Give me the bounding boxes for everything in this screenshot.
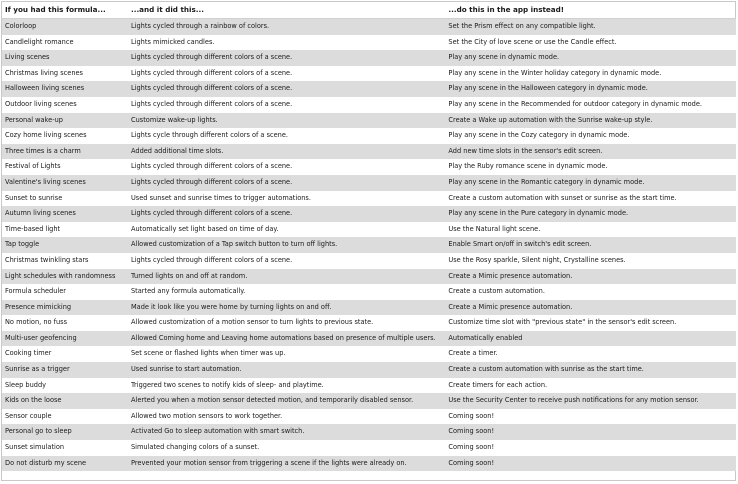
formula-name-cell: Living scenes	[2, 50, 128, 66]
formula-behavior-cell: Lights cycled through different colors of a scene.	[128, 81, 445, 97]
formula-behavior-cell: Used sunrise to start automation.	[128, 362, 445, 378]
table-row	[2, 456, 736, 472]
table-row	[2, 222, 736, 238]
formula-name-cell: Personal wake-up	[2, 113, 128, 129]
formula-name-cell: Personal go to sleep	[2, 424, 128, 440]
formula-behavior-cell: Started any formula automatically.	[128, 284, 445, 300]
table-header-row	[2, 2, 736, 19]
formula-behavior-cell: Activated Go to sleep automation with smart switch.	[128, 424, 445, 440]
table-row	[2, 159, 736, 175]
formula-name-cell: Festival of Lights	[2, 159, 128, 175]
table-row	[2, 144, 736, 160]
formula-behavior-cell: Triggered two scenes to notify kids of sleep- and playtime.	[128, 378, 445, 394]
formula-behavior-cell: Turned lights on and off at random.	[128, 269, 445, 285]
table-row	[2, 81, 736, 97]
table-row	[2, 409, 736, 425]
formula-name-cell: Tap toggle	[2, 237, 128, 253]
formula-behavior-cell: Allowed customization of a motion sensor to turn lights to previous state.	[128, 315, 445, 331]
formula-behavior-cell: Lights cycled through different colors of a scene.	[128, 97, 445, 113]
app-instead-cell: Play any scene in the Winter holiday category in dynamic mode.	[445, 66, 736, 82]
app-instead-cell: Play any scene in the Recommended for outdoor category in dynamic mode.	[445, 97, 736, 113]
formula-name-cell: Light schedules with randomness	[2, 269, 128, 285]
formula-behavior-cell: Lights cycled through different colors of a scene.	[128, 175, 445, 191]
formula-behavior-cell: Used sunset and sunrise times to trigger automations.	[128, 191, 445, 207]
header-behavior: ...and it did this...	[128, 2, 445, 19]
formula-behavior-cell: Lights cycled through different colors of a scene.	[128, 66, 445, 82]
header-formula: If you had this formula...	[2, 2, 128, 19]
app-instead-cell: Set the City of love scene or use the Candle effect.	[445, 35, 736, 51]
app-instead-cell: Play any scene in the Pure category in dynamic mode.	[445, 206, 736, 222]
formula-behavior-cell: Allowed Coming home and Leaving home automations based on presence of multiple users.	[128, 331, 445, 347]
formula-name-cell: Three times is a charm	[2, 144, 128, 160]
formula-behavior-cell: Automatically set light based on time of day.	[128, 222, 445, 238]
formula-behavior-cell: Alerted you when a motion sensor detected motion, and temporarily disabled sensor.	[128, 393, 445, 409]
app-instead-cell: Coming soon!	[445, 456, 736, 472]
app-instead-cell: Play any scene in the Cozy category in dynamic mode.	[445, 128, 736, 144]
table-row	[2, 362, 736, 378]
table-row	[2, 253, 736, 269]
table-body	[2, 19, 736, 472]
app-instead-cell: Create a Mimic presence automation.	[445, 269, 736, 285]
app-instead-cell: Create a timer.	[445, 346, 736, 362]
app-instead-cell: Create a custom automation.	[445, 284, 736, 300]
formula-name-cell: Presence mimicking	[2, 300, 128, 316]
formula-name-cell: Time-based light	[2, 222, 128, 238]
app-instead-cell: Create a custom automation with sunset or sunrise as the start time.	[445, 191, 736, 207]
formula-name-cell: Do not disturb my scene	[2, 456, 128, 472]
app-instead-cell: Play any scene in the Romantic category in dynamic mode.	[445, 175, 736, 191]
app-instead-cell: Customize time slot with "previous state" in the sensor's edit screen.	[445, 315, 736, 331]
app-instead-cell: Coming soon!	[445, 424, 736, 440]
table-row	[2, 269, 736, 285]
formula-name-cell: Sunrise as a trigger	[2, 362, 128, 378]
app-instead-cell: Create a Mimic presence automation.	[445, 300, 736, 316]
formula-name-cell: Cooking timer	[2, 346, 128, 362]
formula-behavior-cell: Allowed two motion sensors to work together.	[128, 409, 445, 425]
app-instead-cell: Use the Natural light scene.	[445, 222, 736, 238]
formula-behavior-cell: Lights cycled through different colors of a scene.	[128, 253, 445, 269]
app-instead-cell: Play the Ruby romance scene in dynamic mode.	[445, 159, 736, 175]
app-instead-cell: Use the Rosy sparkle, Silent night, Crystalline scenes.	[445, 253, 736, 269]
formula-behavior-cell: Added additional time slots.	[128, 144, 445, 160]
app-instead-cell: Automatically enabled	[445, 331, 736, 347]
app-instead-cell: Set the Prism effect on any compatible light.	[445, 19, 736, 35]
formula-behavior-cell: Prevented your motion sensor from triggering a scene if the lights were already on.	[128, 456, 445, 472]
table-row	[2, 331, 736, 347]
app-instead-cell: Create a custom automation with sunrise as the start time.	[445, 362, 736, 378]
formula-name-cell: Sensor couple	[2, 409, 128, 425]
formula-name-cell: Autumn living scenes	[2, 206, 128, 222]
formula-behavior-cell: Lights cycled through a rainbow of colors.	[128, 19, 445, 35]
table-row	[2, 237, 736, 253]
table-row	[2, 66, 736, 82]
table-row	[2, 206, 736, 222]
table-row	[2, 191, 736, 207]
table-row	[2, 378, 736, 394]
app-instead-cell: Play any scene in dynamic mode.	[445, 50, 736, 66]
formula-behavior-cell: Set scene or flashed lights when timer was up.	[128, 346, 445, 362]
table-row	[2, 128, 736, 144]
app-instead-cell: Coming soon!	[445, 440, 736, 456]
formula-behavior-cell: Customize wake-up lights.	[128, 113, 445, 129]
formula-name-cell: Candlelight romance	[2, 35, 128, 51]
app-instead-cell: Use the Security Center to receive push notifications for any motion sensor.	[445, 393, 736, 409]
formula-behavior-cell: Lights cycled through different colors of a scene.	[128, 206, 445, 222]
table-row	[2, 284, 736, 300]
formula-behavior-cell: Lights cycle through different colors of a scene.	[128, 128, 445, 144]
table-row	[2, 50, 736, 66]
formula-name-cell: Outdoor living scenes	[2, 97, 128, 113]
formula-name-cell: Halloween living scenes	[2, 81, 128, 97]
app-instead-cell: Enable Smart on/off in switch's edit screen.	[445, 237, 736, 253]
app-instead-cell: Coming soon!	[445, 409, 736, 425]
app-instead-cell: Play any scene in the Halloween category in dynamic mode.	[445, 81, 736, 97]
formula-behavior-cell: Simulated changing colors of a sunset.	[128, 440, 445, 456]
app-instead-cell: Create timers for each action.	[445, 378, 736, 394]
formula-behavior-cell: Lights mimicked candles.	[128, 35, 445, 51]
formula-name-cell: Christmas living scenes	[2, 66, 128, 82]
formula-name-cell: Colorloop	[2, 19, 128, 35]
table-row	[2, 393, 736, 409]
table-row	[2, 424, 736, 440]
table-row	[2, 175, 736, 191]
app-instead-cell: Create a Wake up automation with the Sunrise wake-up style.	[445, 113, 736, 129]
formula-name-cell: Formula scheduler	[2, 284, 128, 300]
table-row	[2, 440, 736, 456]
table-row	[2, 35, 736, 51]
formula-name-cell: Cozy home living scenes	[2, 128, 128, 144]
formula-name-cell: Sunset to sunrise	[2, 191, 128, 207]
table-row	[2, 19, 736, 35]
formula-name-cell: Christmas twinkling stars	[2, 253, 128, 269]
formula-behavior-cell: Allowed customization of a Tap switch button to turn off lights.	[128, 237, 445, 253]
formula-behavior-cell: Lights cycled through different colors of a scene.	[128, 50, 445, 66]
formula-name-cell: Multi-user geofencing	[2, 331, 128, 347]
formula-name-cell: Sleep buddy	[2, 378, 128, 394]
formula-name-cell: Sunset simulation	[2, 440, 128, 456]
formula-behavior-cell: Made it look like you were home by turning lights on and off.	[128, 300, 445, 316]
table-row	[2, 315, 736, 331]
formula-name-cell: Valentine's living scenes	[2, 175, 128, 191]
formula-migration-table	[2, 2, 736, 471]
formula-name-cell: Kids on the loose	[2, 393, 128, 409]
table-row	[2, 113, 736, 129]
table-row	[2, 97, 736, 113]
header-instead: ...do this in the app instead!	[445, 2, 736, 19]
table-row	[2, 346, 736, 362]
formula-behavior-cell: Lights cycled through different colors of a scene.	[128, 159, 445, 175]
formula-name-cell: No motion, no fuss	[2, 315, 128, 331]
table-row	[2, 300, 736, 316]
app-instead-cell: Add new time slots in the sensor's edit screen.	[445, 144, 736, 160]
